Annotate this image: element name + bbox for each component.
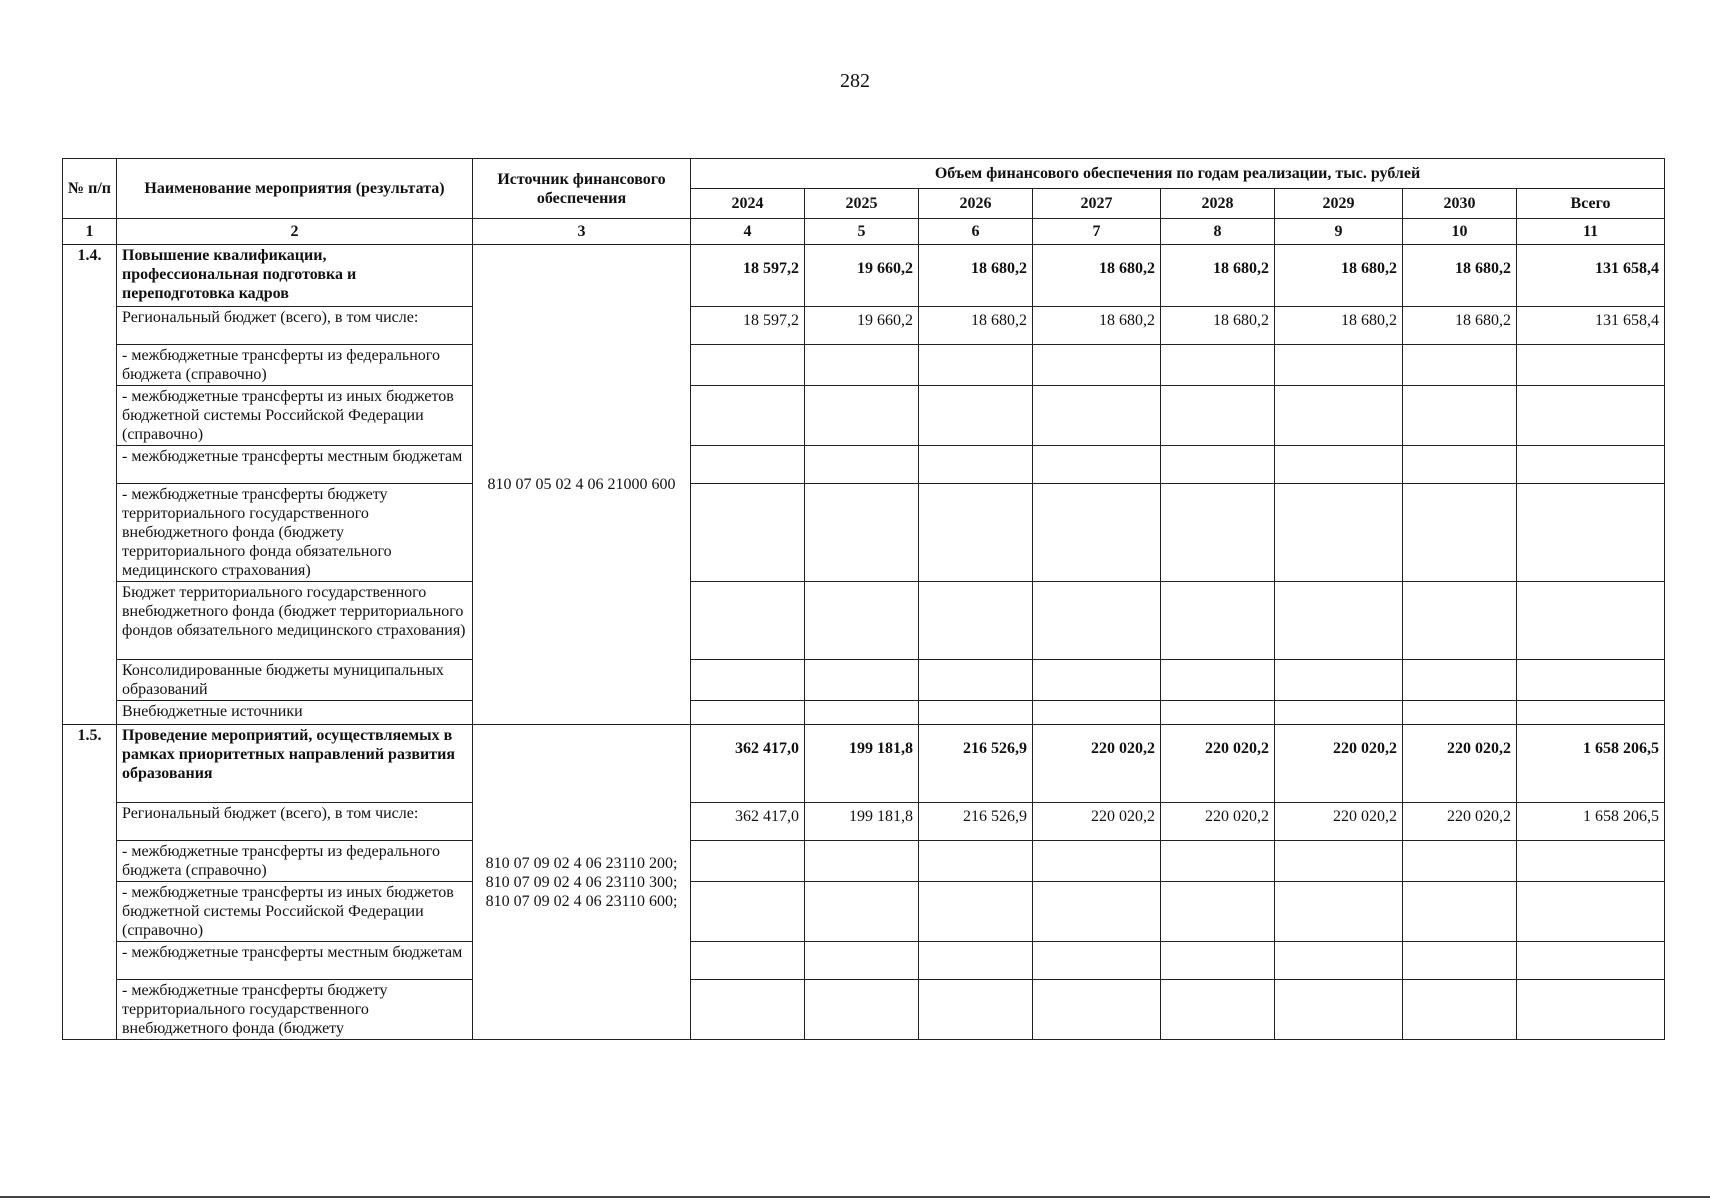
section-total-value: 362 417,0 bbox=[691, 725, 805, 803]
section-total-value: 199 181,8 bbox=[805, 725, 919, 803]
section-number: 1.5. bbox=[63, 725, 117, 1040]
row-value bbox=[691, 942, 805, 980]
row-value: 199 181,8 bbox=[805, 803, 919, 841]
row-value bbox=[1275, 701, 1403, 725]
row-label: - межбюджетные трансферты из иных бюджетов бюджетной системы Российской Федерации (справочно) bbox=[117, 882, 473, 942]
row-value bbox=[691, 484, 805, 582]
page-edge-line bbox=[0, 1196, 1710, 1198]
section-title: Повышение квалификации, профессиональная подготовка и переподготовка кадров bbox=[117, 245, 473, 307]
header-index-cell: 9 bbox=[1275, 219, 1403, 245]
row-value bbox=[1033, 980, 1161, 1040]
row-label: Консолидированные бюджеты муниципальных образований bbox=[117, 660, 473, 701]
table-row bbox=[63, 882, 1665, 942]
row-value bbox=[1275, 882, 1403, 942]
row-label: Региональный бюджет (всего), в том числе: bbox=[117, 307, 473, 345]
section-total-value: 18 680,2 bbox=[1033, 245, 1161, 307]
row-value: 18 680,2 bbox=[1403, 307, 1517, 345]
row-value bbox=[805, 386, 919, 446]
row-value bbox=[1033, 446, 1161, 484]
section-total-value: 1 658 206,5 bbox=[1517, 725, 1665, 803]
row-value bbox=[1517, 980, 1665, 1040]
row-value bbox=[919, 980, 1033, 1040]
row-value bbox=[691, 446, 805, 484]
header-index-cell: 2 bbox=[117, 219, 473, 245]
row-value bbox=[805, 942, 919, 980]
section-total-value: 216 526,9 bbox=[919, 725, 1033, 803]
row-label: - межбюджетные трансферты бюджету территориального государственного внебюджетного фонда (бюджету территориального фонда обязательного медицинского страхования) bbox=[117, 484, 473, 582]
row-value bbox=[1275, 841, 1403, 882]
row-value: 18 680,2 bbox=[1275, 307, 1403, 345]
row-label: - межбюджетные трансферты бюджету территориального государственного внебюджетного фонда (бюджету bbox=[117, 980, 473, 1040]
row-value bbox=[919, 582, 1033, 660]
row-value bbox=[1403, 345, 1517, 386]
table-row bbox=[63, 307, 1665, 345]
row-value bbox=[1517, 582, 1665, 660]
row-value bbox=[691, 882, 805, 942]
section-total-value: 19 660,2 bbox=[805, 245, 919, 307]
row-value: 220 020,2 bbox=[1275, 803, 1403, 841]
header-year: 2024 bbox=[691, 189, 805, 219]
table-row bbox=[63, 980, 1665, 1040]
row-value bbox=[919, 484, 1033, 582]
row-value bbox=[1033, 582, 1161, 660]
section-title-row bbox=[63, 245, 1665, 307]
row-value bbox=[919, 660, 1033, 701]
row-value bbox=[1161, 386, 1275, 446]
header-row-index bbox=[63, 219, 1665, 245]
row-value bbox=[1275, 345, 1403, 386]
table-row bbox=[63, 942, 1665, 980]
row-value bbox=[1161, 446, 1275, 484]
header-index-cell: 8 bbox=[1161, 219, 1275, 245]
row-value bbox=[1403, 484, 1517, 582]
section-total-value: 18 680,2 bbox=[1275, 245, 1403, 307]
row-value bbox=[1517, 446, 1665, 484]
table-row bbox=[63, 582, 1665, 660]
header-index-cell: 1 bbox=[63, 219, 117, 245]
row-value bbox=[691, 980, 805, 1040]
table-row bbox=[63, 446, 1665, 484]
row-value bbox=[1275, 942, 1403, 980]
row-value bbox=[1275, 660, 1403, 701]
header-year: 2030 bbox=[1403, 189, 1517, 219]
section-total-value: 18 680,2 bbox=[1161, 245, 1275, 307]
row-value bbox=[1161, 484, 1275, 582]
row-value bbox=[1033, 942, 1161, 980]
section-total-value: 220 020,2 bbox=[1161, 725, 1275, 803]
section-total-value: 220 020,2 bbox=[1033, 725, 1161, 803]
row-value bbox=[805, 701, 919, 725]
row-value bbox=[1161, 345, 1275, 386]
row-value: 18 680,2 bbox=[1033, 307, 1161, 345]
section-total-value: 131 658,4 bbox=[1517, 245, 1665, 307]
row-value bbox=[1517, 701, 1665, 725]
header-year: Всего bbox=[1517, 189, 1665, 219]
row-value bbox=[805, 882, 919, 942]
row-value bbox=[1033, 660, 1161, 701]
finance-table bbox=[62, 158, 1665, 1040]
row-value bbox=[1403, 841, 1517, 882]
row-value: 362 417,0 bbox=[691, 803, 805, 841]
row-value bbox=[1403, 942, 1517, 980]
row-value: 220 020,2 bbox=[1033, 803, 1161, 841]
row-label: - межбюджетные трансферты из федерального бюджета (справочно) bbox=[117, 345, 473, 386]
table-row bbox=[63, 841, 1665, 882]
row-value bbox=[919, 942, 1033, 980]
row-value: 131 658,4 bbox=[1517, 307, 1665, 345]
row-value bbox=[1517, 942, 1665, 980]
row-value: 1 658 206,5 bbox=[1517, 803, 1665, 841]
table-row bbox=[63, 345, 1665, 386]
row-value: 18 680,2 bbox=[919, 307, 1033, 345]
section-title: Проведение мероприятий, осуществляемых в рамках приоритетных направлений развития образования bbox=[117, 725, 473, 803]
row-label: Внебюджетные источники bbox=[117, 701, 473, 725]
row-value: 19 660,2 bbox=[805, 307, 919, 345]
row-value bbox=[1161, 582, 1275, 660]
row-value bbox=[919, 386, 1033, 446]
row-value bbox=[919, 345, 1033, 386]
page-number: 282 bbox=[840, 70, 870, 92]
row-value bbox=[919, 882, 1033, 942]
row-value bbox=[805, 841, 919, 882]
row-value bbox=[805, 582, 919, 660]
row-value bbox=[691, 582, 805, 660]
header-index-cell: 11 bbox=[1517, 219, 1665, 245]
row-value bbox=[1403, 660, 1517, 701]
row-value: 18 597,2 bbox=[691, 307, 805, 345]
row-value bbox=[1275, 484, 1403, 582]
row-value bbox=[691, 345, 805, 386]
row-label: Региональный бюджет (всего), в том числе: bbox=[117, 803, 473, 841]
row-value bbox=[805, 446, 919, 484]
row-value bbox=[1161, 841, 1275, 882]
row-value bbox=[1517, 882, 1665, 942]
row-value bbox=[1161, 942, 1275, 980]
header-year: 2028 bbox=[1161, 189, 1275, 219]
row-value bbox=[1517, 841, 1665, 882]
row-value: 18 680,2 bbox=[1161, 307, 1275, 345]
row-value bbox=[1275, 980, 1403, 1040]
section-total-value: 220 020,2 bbox=[1403, 725, 1517, 803]
table-row bbox=[63, 386, 1665, 446]
row-label: - межбюджетные трансферты местным бюджетам bbox=[117, 942, 473, 980]
row-value bbox=[1403, 446, 1517, 484]
header-row-1 bbox=[63, 159, 1665, 189]
row-value bbox=[1275, 386, 1403, 446]
row-value bbox=[1517, 345, 1665, 386]
section-total-value: 18 680,2 bbox=[919, 245, 1033, 307]
row-value bbox=[1161, 882, 1275, 942]
funding-source: 810 07 09 02 4 06 23110 200; 810 07 09 02 4 06 23110 300; 810 07 09 02 4 06 23110 600; bbox=[473, 725, 691, 1040]
table-row bbox=[63, 701, 1665, 725]
row-value bbox=[1275, 582, 1403, 660]
table-row bbox=[63, 660, 1665, 701]
funding-source: 810 07 05 02 4 06 21000 600 bbox=[473, 245, 691, 725]
header-source: Источник финансового обеспечения bbox=[473, 159, 691, 219]
table-row bbox=[63, 484, 1665, 582]
section-total-value: 220 020,2 bbox=[1275, 725, 1403, 803]
row-value bbox=[1517, 484, 1665, 582]
section-title-row bbox=[63, 725, 1665, 803]
row-value bbox=[1403, 882, 1517, 942]
row-value bbox=[691, 701, 805, 725]
row-value: 220 020,2 bbox=[1161, 803, 1275, 841]
section-total-value: 18 597,2 bbox=[691, 245, 805, 307]
header-year: 2025 bbox=[805, 189, 919, 219]
header-num: № п/п bbox=[63, 159, 117, 219]
row-value bbox=[1033, 882, 1161, 942]
row-value bbox=[1403, 701, 1517, 725]
row-value bbox=[1275, 446, 1403, 484]
row-value bbox=[1033, 386, 1161, 446]
row-label: - межбюджетные трансферты местным бюджетам bbox=[117, 446, 473, 484]
row-value bbox=[1161, 660, 1275, 701]
row-value bbox=[1403, 582, 1517, 660]
row-value bbox=[1033, 841, 1161, 882]
row-value bbox=[1517, 660, 1665, 701]
row-label: Бюджет территориального государственного внебюджетного фонда (бюджет территориального фондов обязательного медицинского страхования) bbox=[117, 582, 473, 660]
row-value bbox=[1161, 980, 1275, 1040]
row-value bbox=[1403, 980, 1517, 1040]
header-year: 2027 bbox=[1033, 189, 1161, 219]
row-value bbox=[1033, 701, 1161, 725]
row-value bbox=[805, 484, 919, 582]
row-value bbox=[805, 345, 919, 386]
section-total-value: 18 680,2 bbox=[1403, 245, 1517, 307]
row-value bbox=[691, 386, 805, 446]
row-value bbox=[805, 980, 919, 1040]
row-value bbox=[691, 841, 805, 882]
table-body bbox=[63, 245, 1665, 1040]
row-label: - межбюджетные трансферты из федерального бюджета (справочно) bbox=[117, 841, 473, 882]
row-value bbox=[1033, 345, 1161, 386]
row-value bbox=[1161, 701, 1275, 725]
row-value: 216 526,9 bbox=[919, 803, 1033, 841]
row-value bbox=[1403, 386, 1517, 446]
header-index-cell: 10 bbox=[1403, 219, 1517, 245]
header-year: 2029 bbox=[1275, 189, 1403, 219]
row-value bbox=[691, 660, 805, 701]
row-label: - межбюджетные трансферты из иных бюджетов бюджетной системы Российской Федерации (справочно) bbox=[117, 386, 473, 446]
header-volume: Объем финансового обеспечения по годам реализации, тыс. рублей bbox=[691, 159, 1665, 189]
row-value bbox=[919, 841, 1033, 882]
section-number: 1.4. bbox=[63, 245, 117, 725]
finance-table-container bbox=[62, 158, 1664, 1040]
header-index-cell: 5 bbox=[805, 219, 919, 245]
row-value bbox=[1033, 484, 1161, 582]
header-index-cell: 4 bbox=[691, 219, 805, 245]
header-year: 2026 bbox=[919, 189, 1033, 219]
row-value: 220 020,2 bbox=[1403, 803, 1517, 841]
table-row bbox=[63, 803, 1665, 841]
row-value bbox=[919, 701, 1033, 725]
row-value bbox=[1517, 386, 1665, 446]
header-index-cell: 7 bbox=[1033, 219, 1161, 245]
header-index-cell: 3 bbox=[473, 219, 691, 245]
row-value bbox=[919, 446, 1033, 484]
row-value bbox=[805, 660, 919, 701]
header-index-cell: 6 bbox=[919, 219, 1033, 245]
header-name: Наименование мероприятия (результата) bbox=[117, 159, 473, 219]
